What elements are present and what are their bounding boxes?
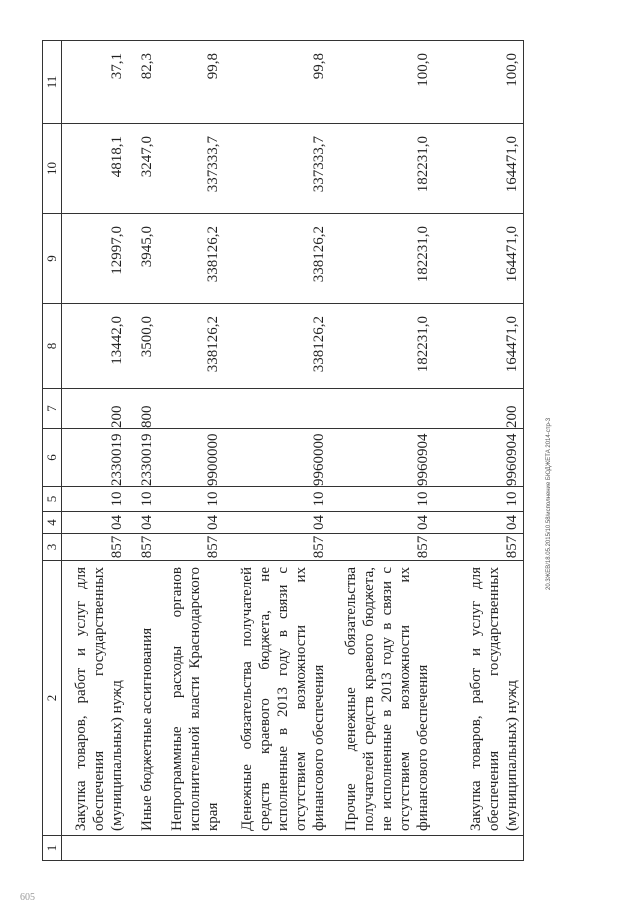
row-code-4: 04 [158,512,224,534]
row-code-7: 800 [128,389,158,429]
page-number: 605 [20,892,35,903]
header-col-8: 8 [43,304,62,389]
row-code-3: 857 [62,534,128,561]
row-code-4: 04 [128,512,158,534]
row-code-6: 2330019 [128,429,158,487]
row-value-9: 3945,0 [128,214,158,304]
row-value-8: 164471,0 [434,304,524,389]
row-name: Денежные обязательства получателей средств краевого бюджета, не исполненные в 2013 году в связи с отсутствием возможности их финансового обеспечения [224,561,330,836]
row-value-8: 182231,0 [330,304,434,389]
row-value-10: 164471,0 [434,124,524,214]
row-value-11: 82,3 [128,41,158,124]
row-code-5: 10 [224,487,330,512]
row-code-6: 9960000 [224,429,330,487]
row-name: Иные бюджетные ассигнования [128,561,158,836]
row-value-8: 13442,0 [62,304,128,389]
row-code-4: 04 [224,512,330,534]
row-code-3: 857 [128,534,158,561]
row-code-7: 200 [62,389,128,429]
row-value-11: 99,8 [224,41,330,124]
table-row [158,41,224,861]
row-code-4: 04 [62,512,128,534]
row-value-10: 4818,1 [62,124,128,214]
row-code-6: 2330019 [62,429,128,487]
row-name: Закупка товаров, работ и услуг для обеспечения государственных (муниципальных) нужд [434,561,524,836]
header-col-3: 3 [43,534,62,561]
row-code-5: 10 [62,487,128,512]
header-col-9: 9 [43,214,62,304]
row-code-7 [224,389,330,429]
row-value-9: 12997,0 [62,214,128,304]
header-col-10: 10 [43,124,62,214]
row-code-6: 9960904 [330,429,434,487]
rotated-page [42,41,587,861]
row-value-8: 338126,2 [224,304,330,389]
header-col-1: 1 [43,836,62,861]
header-col-2: 2 [43,561,62,836]
row-value-8: 338126,2 [158,304,224,389]
row-code-4: 04 [434,512,524,534]
table-row [330,41,434,861]
row-code-3: 857 [158,534,224,561]
row-code-4: 04 [330,512,434,534]
row-code-6: 9960904 [434,429,524,487]
row-value-9: 338126,2 [158,214,224,304]
row-name: Закупка товаров, работ и услуг для обеспечения государственных (муниципальных) нужд [62,561,128,836]
row-value-10: 182231,0 [330,124,434,214]
row-value-9: 182231,0 [330,214,434,304]
table-row [434,41,524,861]
row-value-9: 338126,2 [224,214,330,304]
row-value-9: 164471,0 [434,214,524,304]
row-value-11: 37,1 [62,41,128,124]
row-name: Прочие денежные обязательства получателей средств краевого бюджета, не исполненные в 2013 году в связи с отсутствием возможности их финансового обеспечения [330,561,434,836]
header-col-4: 4 [43,512,62,534]
row-code-3: 857 [224,534,330,561]
header-col-6: 6 [43,429,62,487]
row-code-3: 857 [434,534,524,561]
row-value-8: 3500,0 [128,304,158,389]
row-value-11: 100,0 [330,41,434,124]
row-value-11: 99,8 [158,41,224,124]
header-col-5: 5 [43,487,62,512]
row-code-7 [330,389,434,429]
header-col-11: 11 [43,41,62,124]
row-code-7: 200 [434,389,524,429]
row-code-5: 10 [330,487,434,512]
table-row [224,41,330,861]
row-code-7 [158,389,224,429]
row-code-3: 857 [330,534,434,561]
budget-table [42,40,524,861]
row-code-5: 10 [128,487,158,512]
table-row [128,41,158,861]
row-value-10: 3247,0 [128,124,158,214]
row-value-11: 100,0 [434,41,524,124]
row-code-6: 9900000 [158,429,224,487]
row-code-5: 10 [434,487,524,512]
table-row [62,41,128,861]
header-col-7: 7 [43,389,62,429]
row-value-10: 337333,7 [224,124,330,214]
table-header-row [43,41,62,861]
row-name: Непрограммные расходы органов исполнительной власти Краснодарского края [158,561,224,836]
row-value-10: 337333,7 [158,124,224,214]
document-footer: 20.3ЖЕВ/18.05.2015/10.58/исполнение БЮДЖЕТА 2014-стр-3 [546,417,552,590]
row-code-5: 10 [158,487,224,512]
